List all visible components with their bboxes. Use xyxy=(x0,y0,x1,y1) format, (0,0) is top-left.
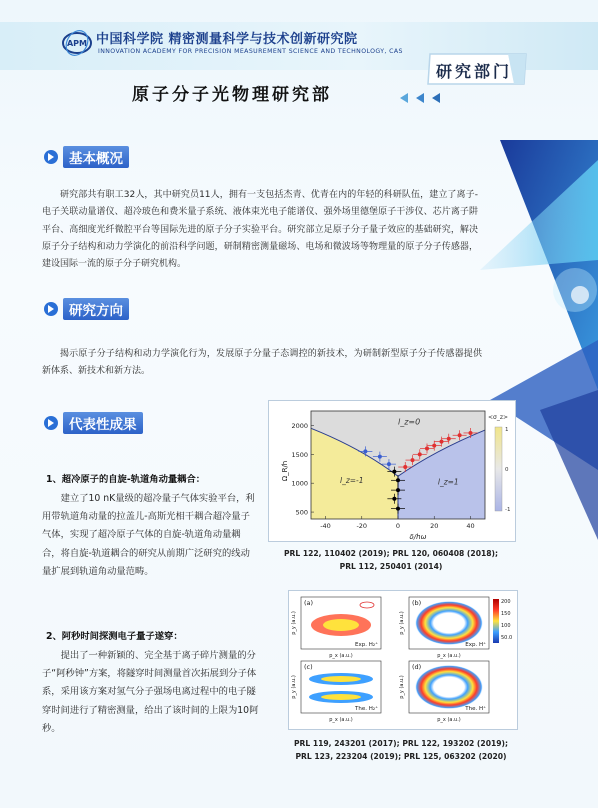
data-point xyxy=(418,452,422,456)
data-point xyxy=(403,465,407,469)
y-axis-label: Ω_R/h xyxy=(281,460,289,482)
colorbar-tick-label: 0 xyxy=(505,467,509,473)
data-point xyxy=(392,470,396,474)
play-icon xyxy=(44,416,58,430)
section-title: 研究方向 xyxy=(63,298,129,320)
achievement-1-ref-line-2: PRL 112, 250401 (2014) xyxy=(339,562,443,571)
data-point xyxy=(392,497,396,501)
play-icon xyxy=(44,302,58,316)
data-point xyxy=(411,458,415,462)
data-point xyxy=(469,431,473,435)
y-tick-label: 500 xyxy=(295,508,308,517)
org-name-cn: 中国科学院 精密测量科学与技术创新研究院 xyxy=(96,32,358,47)
data-point xyxy=(396,507,400,511)
region-label: l_z=-1 xyxy=(340,476,364,486)
panel-note: The. H⁺ xyxy=(465,706,486,712)
panel-note: Exp. H₂⁺ xyxy=(355,642,378,648)
panel-note: Exp. H⁺ xyxy=(465,642,486,648)
x-tick-label: 0 xyxy=(395,522,401,530)
section-title: 代表性成果 xyxy=(63,412,143,434)
colorbar-tick-label: 1 xyxy=(505,427,509,433)
data-point xyxy=(387,462,391,466)
data-point xyxy=(378,455,382,459)
section-title: 基本概况 xyxy=(63,146,129,168)
data-point xyxy=(396,488,400,492)
y-tick-label: 1000 xyxy=(291,479,308,488)
play-icon xyxy=(44,150,58,164)
panel-label: (b) xyxy=(412,599,422,607)
org-name-en: INNOVATION ACADEMY FOR PRECISION MEASUREMENT SCIENCE AND TECHNOLOGY, CAS xyxy=(98,48,403,55)
data-point xyxy=(425,447,429,451)
momentum-ring xyxy=(415,601,483,645)
data-point xyxy=(432,444,436,448)
y-axis-label: p_y (a.u.) xyxy=(399,675,405,699)
region-label: l_z=0 xyxy=(398,417,421,427)
achievement-1-heading: 1、超冷原子的自旋-轨道角动量耦合： xyxy=(46,474,206,485)
momentum-blob-core xyxy=(323,619,359,631)
momentum-ring xyxy=(415,665,483,709)
colorbar-label: <σ_z> xyxy=(487,414,509,421)
x-axis-label: p_x (a.u.) xyxy=(437,717,461,723)
region-label: l_z=1 xyxy=(437,477,459,487)
achievement-2-ref-line-2: PRL 123, 223204 (2019); PRL 125, 063202 (2020) xyxy=(295,752,507,761)
panel-label: (c) xyxy=(304,663,313,671)
achievement-1-text: 建立了10 nK量级的超冷量子气体实验平台，利用带轨道角动量的拉盖儿-高斯光相干耦合超冷量子气体，实现了超冷原子气体的自旋-轨道角动量耦合，将自旋-轨道耦合的研究从前期广泛研究的线动量扩展到轨道角动量范畴。 xyxy=(42,493,255,577)
x-axis-label: δ/hω xyxy=(409,533,427,541)
data-point xyxy=(440,440,444,444)
panel-note: The. H₂⁺ xyxy=(355,706,378,712)
data-point xyxy=(447,437,451,441)
y-axis-label: p_y (a.u.) xyxy=(291,675,297,699)
y-axis-label: p_y (a.u.) xyxy=(291,611,297,635)
section-heading-achievements xyxy=(44,412,143,434)
data-point xyxy=(396,478,400,482)
y-tick-label: 2000 xyxy=(291,421,308,430)
momentum-band-core xyxy=(321,676,361,682)
x-axis-label: p_x (a.u.) xyxy=(329,717,353,723)
colorbar-tick-label: 100 xyxy=(501,623,511,629)
figure-2 xyxy=(288,590,518,730)
data-point xyxy=(363,449,367,453)
achievement-2-text: 提出了一种新颖的、完全基于离子碎片测量的分子“阿秒钟”方案，将隧穿时间测量首次拓展到分子体系，采用该方案对氢气分子强场电离过程中的电子隧穿时间进行了精密测量，给出了该时间的上限为10阿秒。 xyxy=(42,650,259,734)
x-tick-label: 40 xyxy=(466,522,475,530)
colorbar xyxy=(493,599,499,643)
momentum-distribution-panels xyxy=(289,591,517,729)
colorbar-tick-label: 50.0 xyxy=(501,635,513,641)
colorbar xyxy=(495,427,502,511)
figure-1 xyxy=(268,400,516,542)
y-tick-label: 1500 xyxy=(291,450,308,459)
colorbar-tick-label: -1 xyxy=(505,507,511,513)
phase-diagram-chart xyxy=(269,401,515,541)
achievement-2-heading: 2、阿秒时间探测电子量子遂穿： xyxy=(46,631,183,642)
x-axis-label: p_x (a.u.) xyxy=(437,653,461,659)
page-title: 原子分子光物理研究部 xyxy=(132,85,332,105)
section-heading-direction xyxy=(44,298,129,320)
y-axis-label: p_y (a.u.) xyxy=(399,611,405,635)
achievement-2-ref-line-1: PRL 119, 243201 (2017); PRL 122, 193202 (2019); xyxy=(293,739,509,748)
colorbar-tick-label: 150 xyxy=(501,611,511,617)
x-tick-label: 20 xyxy=(430,522,439,530)
arrow-left-icon xyxy=(398,92,458,104)
achievement-1-ref-line-1: PRL 122, 110402 (2019); PRL 120, 060408 (2018); xyxy=(283,549,499,558)
panel-label: (a) xyxy=(304,599,314,607)
panel-label: (d) xyxy=(412,663,422,671)
colorbar-tick-label: 200 xyxy=(501,599,511,605)
dept-tag: 研究部门 xyxy=(436,62,513,81)
momentum-band-core xyxy=(321,694,361,700)
x-tick-label: -20 xyxy=(356,522,368,530)
direction-paragraph: 揭示原子分子结构和动力学演化行为，发展原子分量子态调控的新技术，为研制新型原子分子传感器提供新体系、新技术和新方法。 xyxy=(42,349,482,377)
logo-text: APM xyxy=(66,39,88,48)
overview-paragraph: 研究部共有职工32人，其中研究员11人，拥有一支包括杰青、优青在内的年轻的科研队伍，建立了离子-电子关联动量谱仪、超冷玻色和费米量子系统、液体束光电子能谱仪、强外场里德堡原子干涉仪、芯片离子阱平台、高细度光纤微腔平台等国际先进的原子分子实验平台。研究部立足原子分子量子效应的基础研究，解决原子分子结构和动力学演化的前沿科学问题，研制精密测量磁场、电场和微波场等物理量的原子分子传感器，建设国际一流的原子分子研究机构。 xyxy=(42,190,478,270)
section-heading-overview xyxy=(44,146,129,168)
x-axis-label: p_x (a.u.) xyxy=(329,653,353,659)
institute-logo-icon xyxy=(62,28,92,58)
data-point xyxy=(458,433,462,437)
x-tick-label: -40 xyxy=(320,522,331,530)
